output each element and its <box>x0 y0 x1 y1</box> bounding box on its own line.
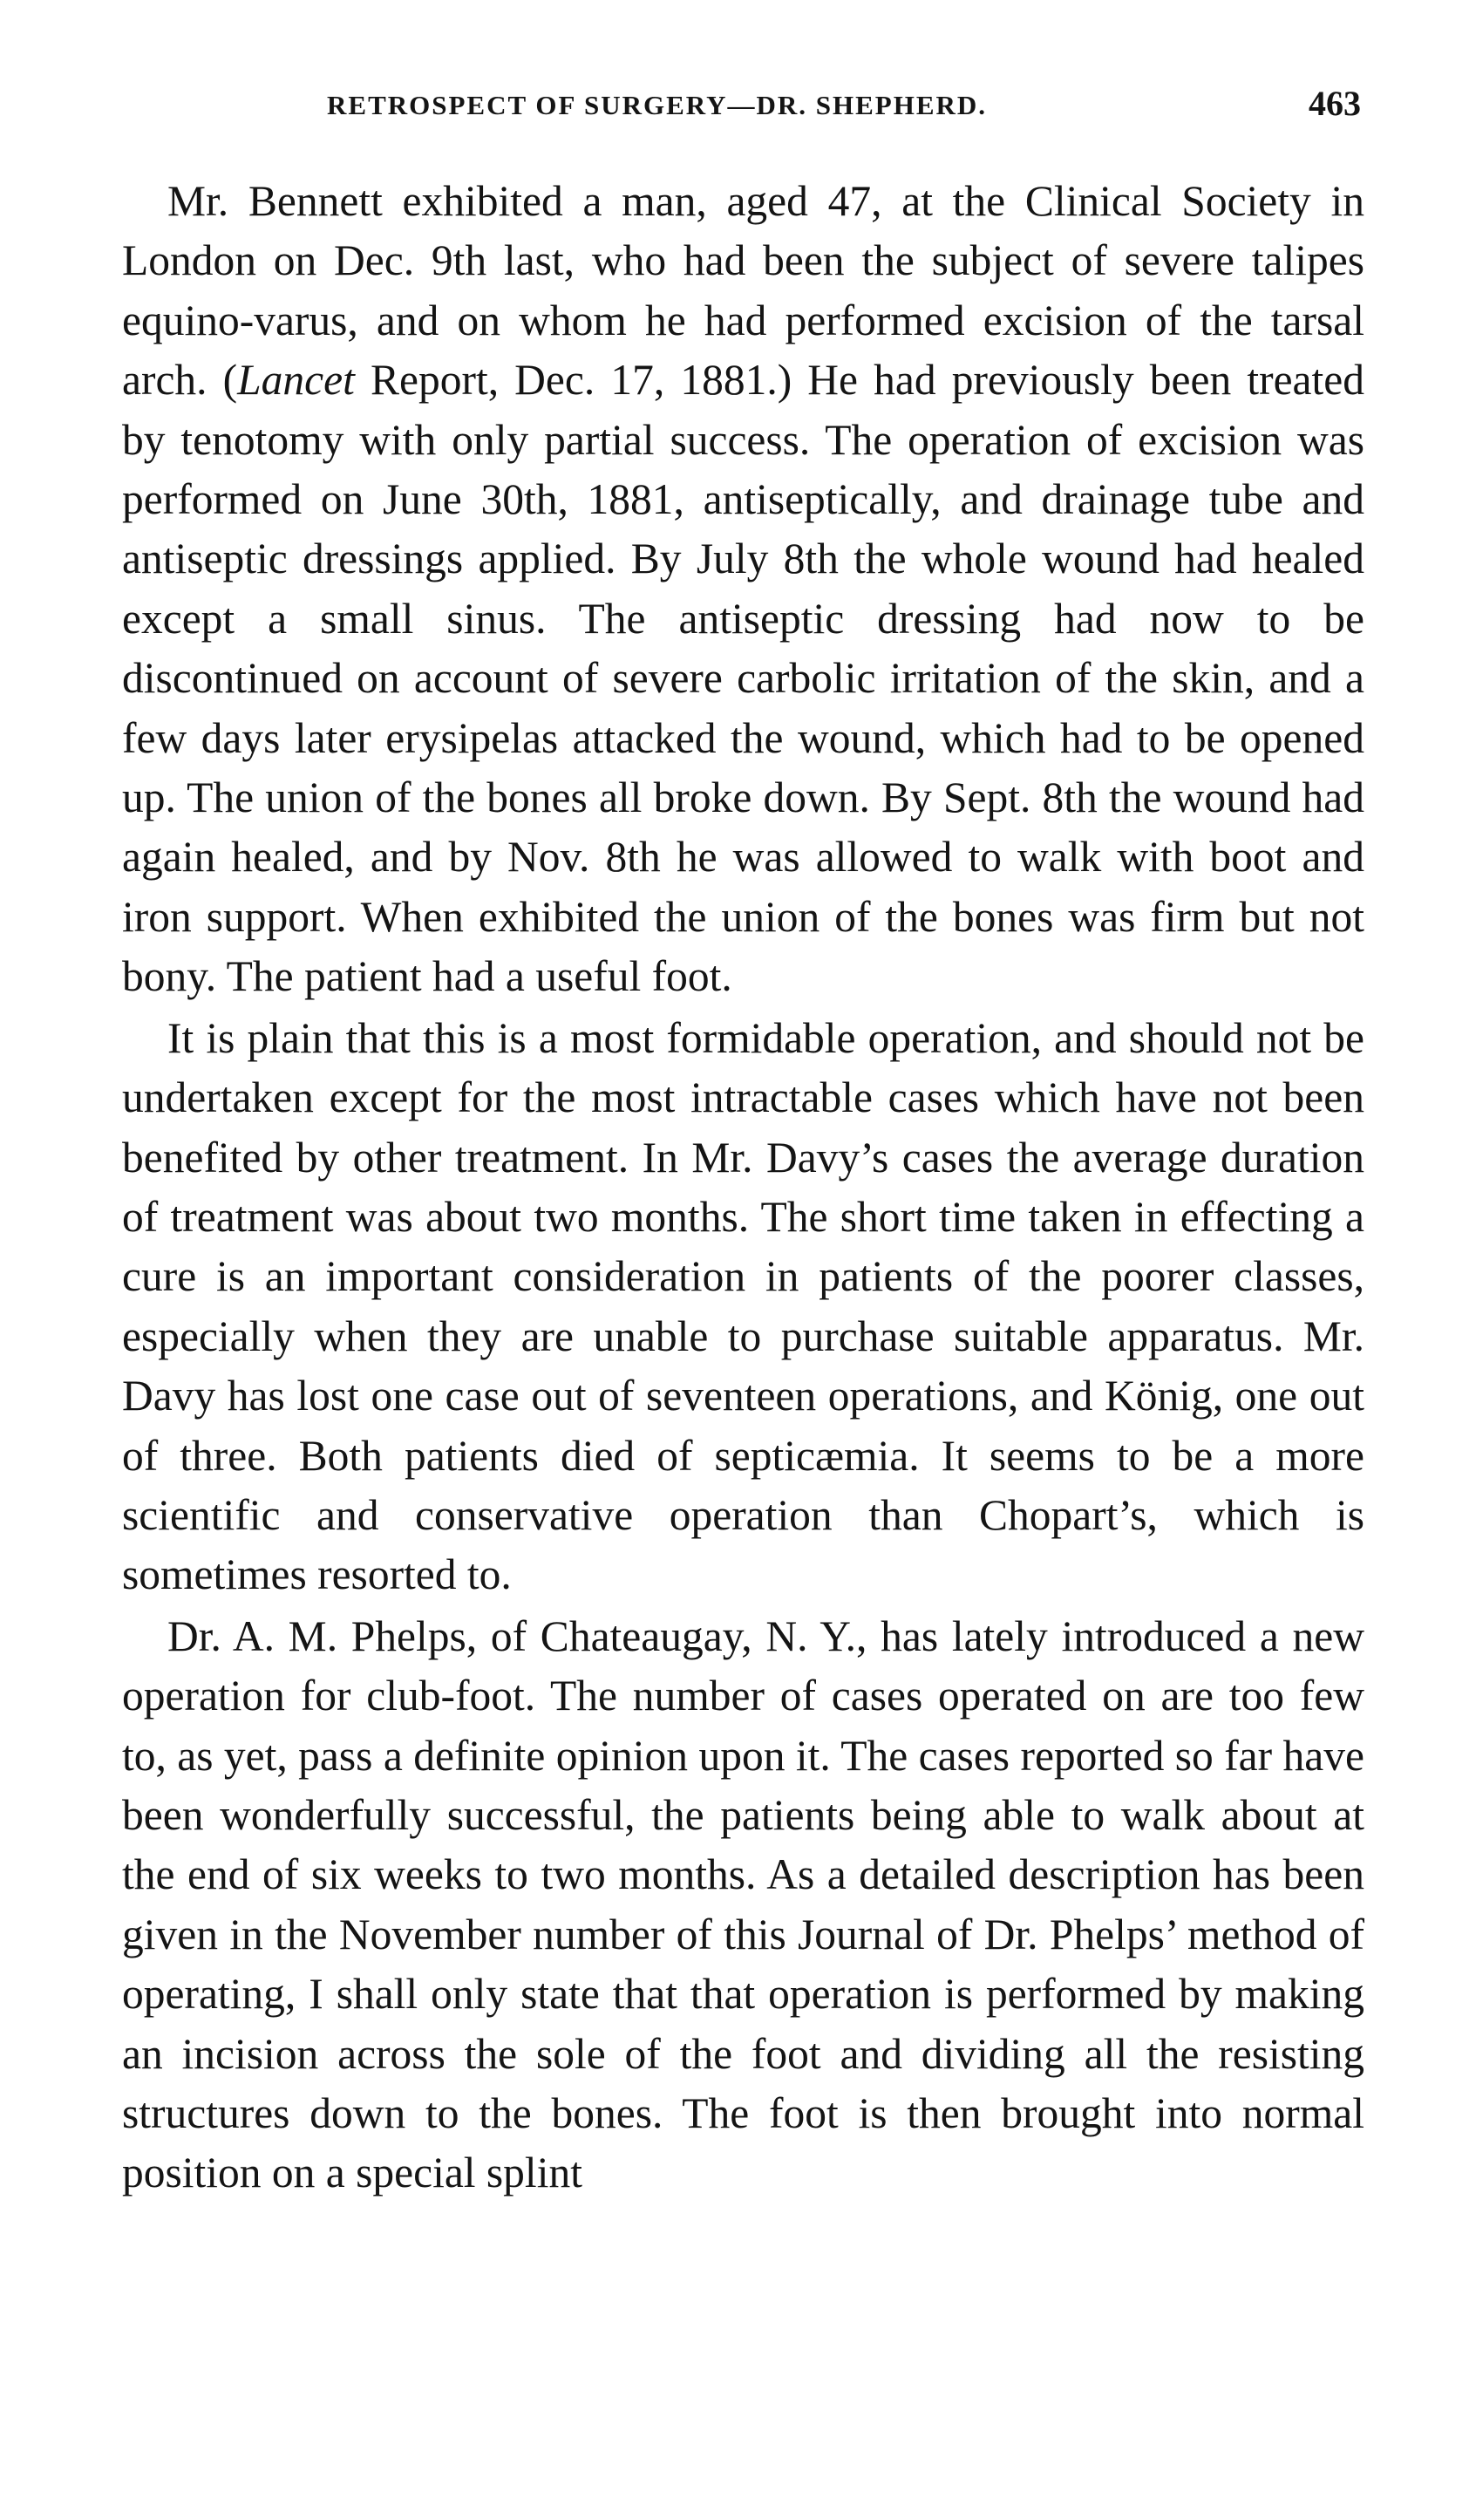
paragraph-text: Report, Dec. 17, 1881.) He had previously been treated by tenotomy with only partial success. The operation of excision was performed on June 30th, 1881, antiseptically, and drainage tube and antiseptic dressings applied. By July 8th the whole wound had healed except a small sinus. The antiseptic dressing had now to be discontinued on account of severe carbolic irritation of the skin, and a few days later erysipelas attacked the wound, which had to be opened up. The union of the bones all broke down. By Sept. 8th the wound had again healed, and by Nov. 8th he was allowed to walk with boot and iron support. When exhibited the union of the bones was firm but not bony. The patient had a useful foot. <box>122 356 1364 1001</box>
running-header <box>122 74 1364 135</box>
page-number: 463 <box>1309 84 1361 123</box>
paragraph-bennett-case <box>122 172 1364 1007</box>
paragraph-formidable-operation: It is plain that this is a most formidable operation, and should not be undertaken except for the most intractable cases which have not been benefited by other treatment. In Mr. Davy’s cases the average duration of treatment was about two months. The short time taken in effecting a cure is an important consideration in patients of the poorer classes, especially when they are unable to purchase suitable apparatus. Mr. Davy has lost one case out of seventeen operations, and König, one out of three. Both patients died of septicæmia. It seems to be a more scientific and conservative operation than Chopart’s, which is sometimes resorted to. <box>122 1013 1364 1599</box>
journal-title-italic: Lancet <box>237 356 355 405</box>
body-text <box>122 172 1364 2203</box>
paragraph-text: Mr. Bennett exhibited a man, aged 47, at the Clinical Society in London on Dec. 9th last, who had been the subject of severe talipes equino-varus, and on whom he had performed excision of the tarsal arch. ( <box>122 177 1364 405</box>
paragraph-phelps-operation: Dr. A. M. Phelps, of Chateaugay, N. Y., has lately introduced a new operation for club-foot. The number of cases operated on are too few to, as yet, pass a definite opinion upon it. The cases reported so far have been wonderfully successful, the patients being able to walk about at the end of six weeks to two months. As a detailed description has been given in the November number of this Journal of Dr. Phelps’ method of operating, I shall only state that that operation is performed by making an incision across the sole of the foot and dividing all the resisting structures down to the bones. The foot is then brought into normal position on a special splint <box>122 1611 1364 2197</box>
running-title: RETROSPECT OF SURGERY—DR. SHEPHERD. <box>327 90 988 120</box>
book-page <box>122 74 1364 2203</box>
